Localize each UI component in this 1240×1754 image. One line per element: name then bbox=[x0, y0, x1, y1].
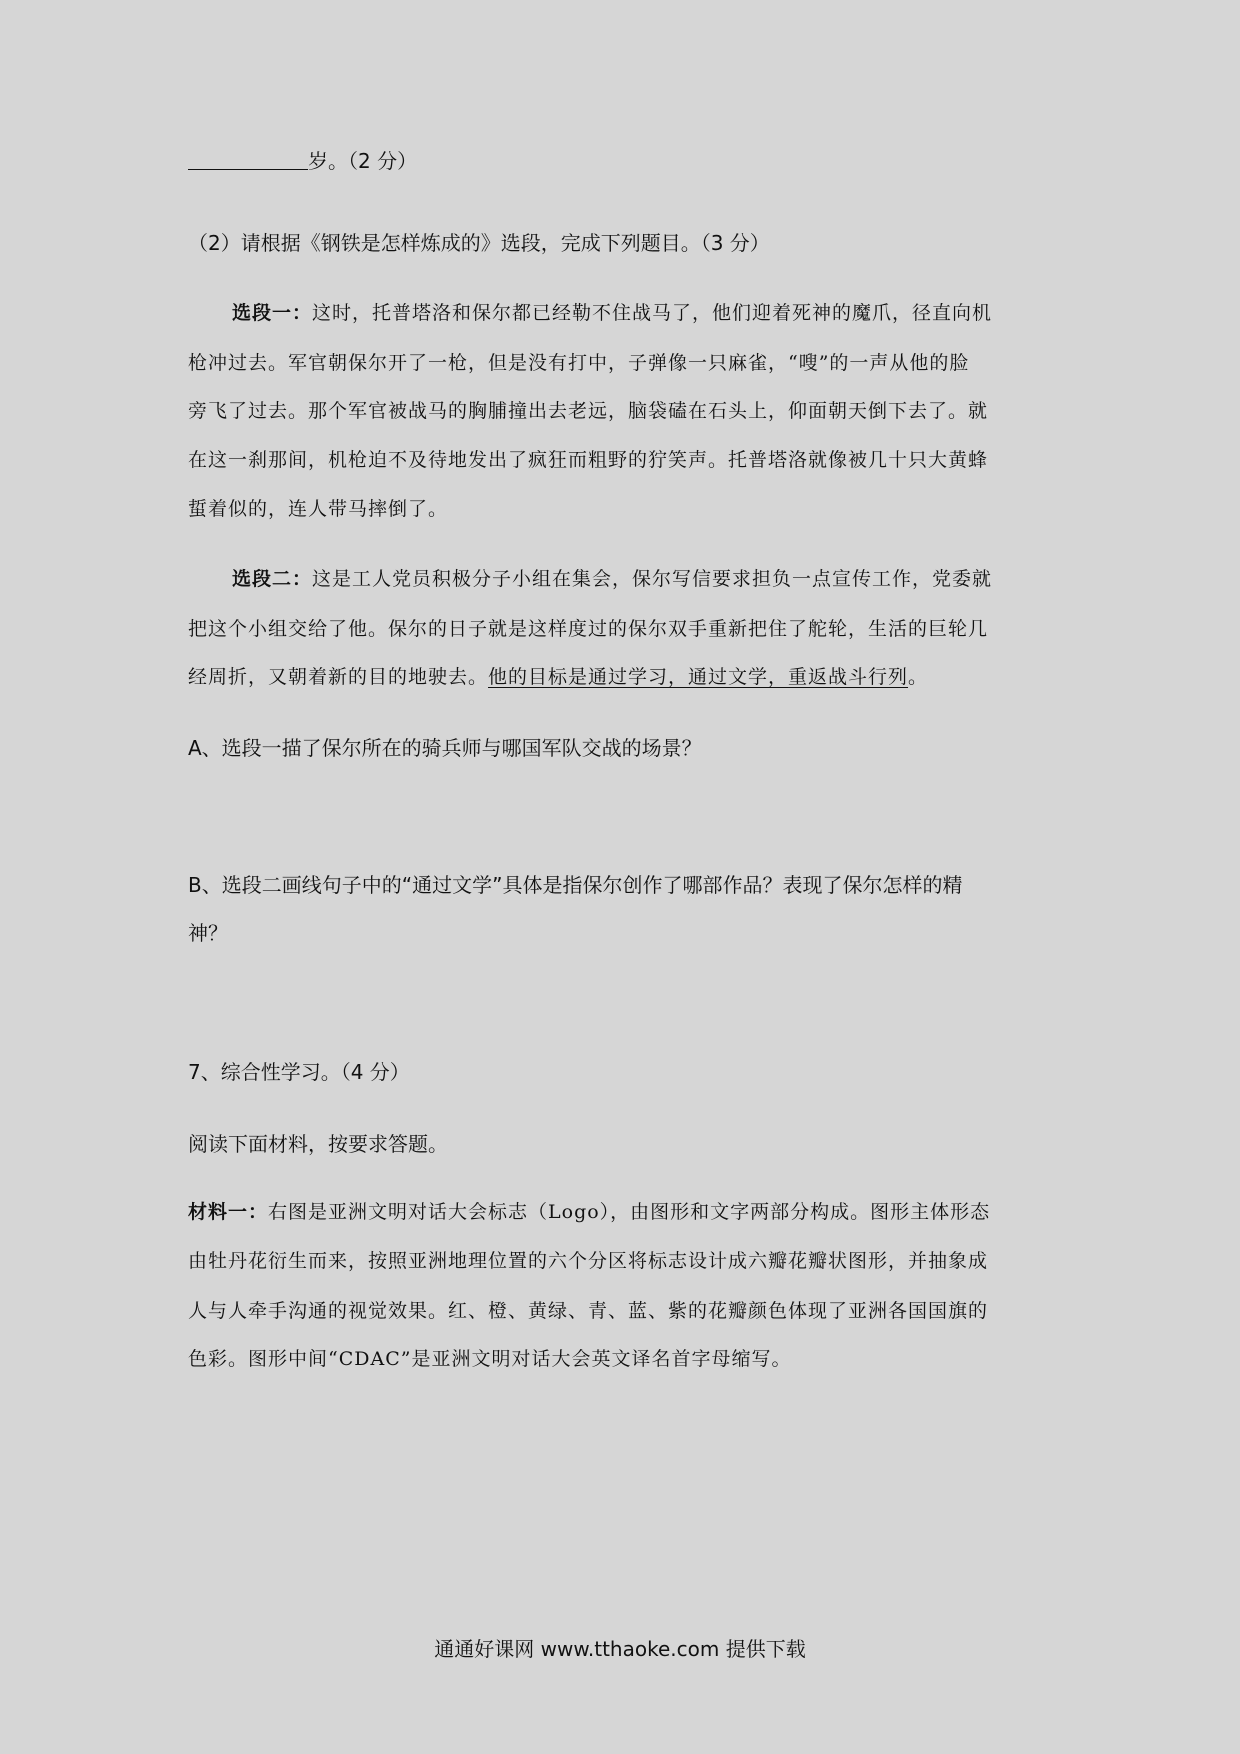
question-2: （2）请根据《钢铁是怎样炼成的》选段，完成下列题目。（3 分） bbox=[188, 231, 770, 255]
selection-1-line-4: 在这一刹那间，机枪迫不及待地发出了疯狂而粗野的狞笑声。托普塔洛就像被几十只大黄蜂 bbox=[188, 449, 989, 471]
selection-2-line-3 bbox=[188, 662, 1053, 692]
question-b-line-2: 神？ bbox=[188, 921, 228, 945]
selection-2-text: 这是工人党员积极分子小组在集会，保尔写信要求担负一点宣传工作，党委就 bbox=[312, 568, 993, 590]
selection-2-line-1 bbox=[232, 564, 1097, 594]
question-a: A、选段一描了保尔所在的骑兵师与哪国军队交战的场景？ bbox=[188, 736, 702, 760]
material-1-line-3: 人与人牵手沟通的视觉效果。红、橙、黄绿、青、蓝、紫的花瓣颜色体现了亚洲各国国旗的 bbox=[188, 1300, 989, 1322]
selection-2-line-3-post: 。 bbox=[908, 666, 929, 688]
selection-2-line-3-pre: 经周折，又朝着新的目的地驶去。 bbox=[188, 666, 489, 688]
selection-1-line-2: 枪冲过去。军官朝保尔开了一枪，但是没有打中，子弹像一只麻雀，“嗖”的一声从他的脸 bbox=[188, 352, 970, 374]
material-1-line-1 bbox=[188, 1197, 1053, 1227]
material-1-label: 材料一： bbox=[188, 1201, 269, 1223]
age-line bbox=[188, 146, 1053, 176]
age-text: 岁。（2 分） bbox=[308, 149, 418, 173]
selection-1-line-1 bbox=[232, 298, 1097, 328]
selection-1-text: 这时，托普塔洛和保尔都已经勒不住战马了，他们迎着死神的魔爪，径直向机 bbox=[312, 302, 993, 324]
instruction: 阅读下面材料，按要求答题。 bbox=[188, 1132, 448, 1156]
selection-2-label: 选段二： bbox=[232, 568, 313, 590]
selection-1-line-3: 旁飞了过去。那个军官被战马的胸脯撞出去老远，脑袋磕在石头上，仰面朝天倒下去了。就 bbox=[188, 400, 989, 422]
material-1-line-2: 由牡丹花衍生而来，按照亚洲地理位置的六个分区将标志设计成六瓣花瓣状图形，并抽象成 bbox=[188, 1250, 989, 1272]
question-b-line-1: B、选段二画线句子中的“通过文学”具体是指保尔创作了哪部作品？表现了保尔怎样的精 bbox=[188, 873, 963, 897]
material-1-text: 右图是亚洲文明对话大会标志（Logo），由图形和文字两部分构成。图形主体形态 bbox=[268, 1201, 991, 1223]
selection-1-line-5: 蜇着似的，连人带马摔倒了。 bbox=[188, 498, 449, 520]
footer-watermark: 通通好课网 www.tthaoke.com 提供下载 bbox=[434, 1637, 806, 1661]
material-1-line-4: 色彩。图形中间“CDAC”是亚洲文明对话大会英文译名首字母缩写。 bbox=[188, 1348, 792, 1370]
selection-2-line-2: 把这个小组交给了他。保尔的日子就是这样度过的保尔双手重新把住了舵轮，生活的巨轮几 bbox=[188, 618, 989, 640]
answer-blank[interactable] bbox=[188, 147, 308, 170]
selection-1-label: 选段一： bbox=[232, 302, 313, 324]
question-7: 7、综合性学习。（4 分） bbox=[188, 1060, 410, 1084]
underlined-sentence: 他的目标是通过学习，通过文学，重返战斗行列 bbox=[488, 666, 909, 688]
